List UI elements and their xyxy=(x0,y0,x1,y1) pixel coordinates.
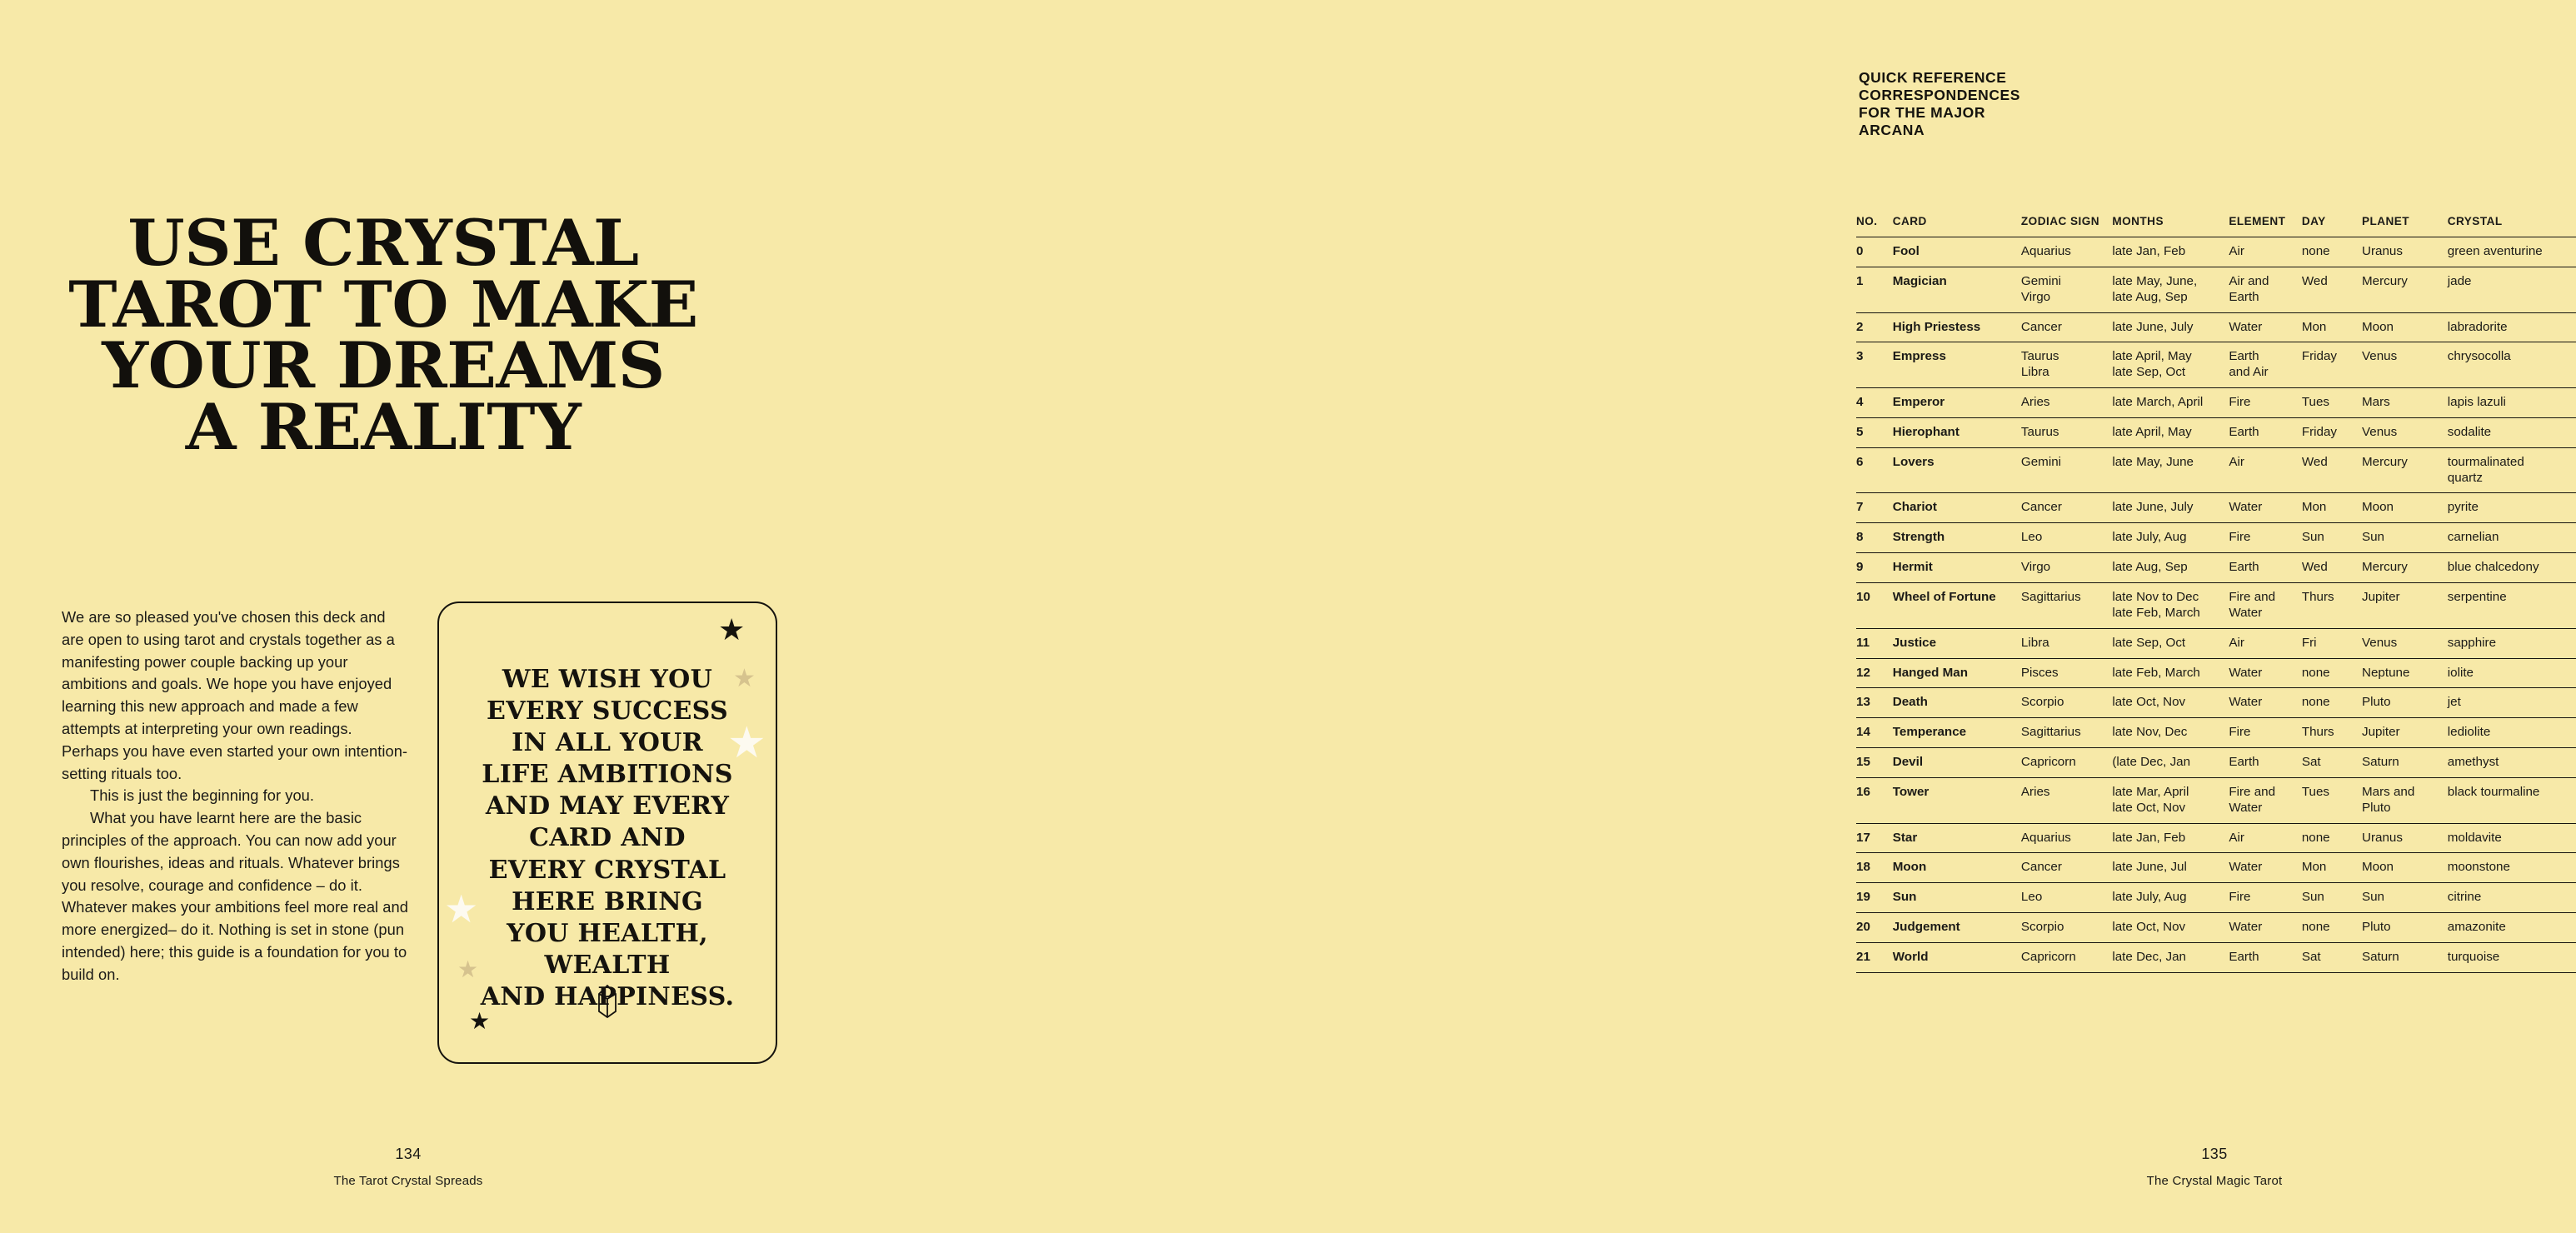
cell-element: Air xyxy=(2229,447,2301,493)
cell-no: 15 xyxy=(1856,748,1893,778)
cell-day: Friday xyxy=(2302,342,2362,388)
star-tan-lower-icon: ★ xyxy=(457,956,479,982)
cell-crystal: tourmalinated quartz xyxy=(2448,447,2576,493)
table-header-row xyxy=(1856,215,2576,237)
cell-months: late Aug, Sep xyxy=(2112,553,2229,583)
cell-day: Sat xyxy=(2302,942,2362,972)
cell-no: 0 xyxy=(1856,237,1893,267)
cell-no: 4 xyxy=(1856,388,1893,418)
cell-day: Mon xyxy=(2302,312,2362,342)
cell-planet: Sun xyxy=(2362,523,2448,553)
cell-zodiac: Gemini xyxy=(2021,447,2112,493)
wish-line: IN ALL YOUR xyxy=(512,728,703,758)
table-body xyxy=(1856,237,2576,973)
cell-day: Wed xyxy=(2302,447,2362,493)
cell-zodiac: Taurus Libra xyxy=(2021,342,2112,388)
cell-zodiac: Leo xyxy=(2021,523,2112,553)
cell-no: 17 xyxy=(1856,823,1893,853)
cell-card: World xyxy=(1893,942,2021,972)
table-row xyxy=(1856,658,2576,688)
column-header-zodiac: ZODIAC SIGN xyxy=(2021,215,2112,237)
right-page xyxy=(930,0,2543,1233)
cell-day: Fri xyxy=(2302,628,2362,658)
section-heading: QUICK REFERENCE CORRESPONDENCES FOR THE MAJOR ARCANA xyxy=(1859,69,2020,138)
cell-zodiac: Cancer xyxy=(2021,312,2112,342)
cell-zodiac: Aquarius xyxy=(2021,237,2112,267)
cell-day: none xyxy=(2302,658,2362,688)
page-title xyxy=(66,206,701,465)
cell-card: Sun xyxy=(1893,883,2021,913)
cell-card: Strength xyxy=(1893,523,2021,553)
cell-card: Star xyxy=(1893,823,2021,853)
cell-zodiac: Aquarius xyxy=(2021,823,2112,853)
cell-no: 6 xyxy=(1856,447,1893,493)
cell-planet: Saturn xyxy=(2362,748,2448,778)
cell-planet: Venus xyxy=(2362,628,2448,658)
cell-day: Wed xyxy=(2302,553,2362,583)
cell-crystal: moonstone xyxy=(2448,853,2576,883)
cell-card: Justice xyxy=(1893,628,2021,658)
headline-line-4: A REALITY xyxy=(185,390,582,465)
cell-day: none xyxy=(2302,913,2362,943)
cell-planet: Mercury xyxy=(2362,447,2448,493)
cell-element: Water xyxy=(2229,853,2301,883)
wish-line: HERE BRING xyxy=(512,886,703,916)
cell-zodiac: Scorpio xyxy=(2021,688,2112,718)
table-row xyxy=(1856,913,2576,943)
cell-months: late May, June xyxy=(2112,447,2229,493)
wish-line: WEALTH xyxy=(544,950,671,980)
cell-card: Emperor xyxy=(1893,388,2021,418)
cell-crystal: pyrite xyxy=(2448,493,2576,523)
cell-planet: Moon xyxy=(2362,312,2448,342)
table-row xyxy=(1856,237,2576,267)
cell-day: Thurs xyxy=(2302,718,2362,748)
cell-crystal: citrine xyxy=(2448,883,2576,913)
cell-crystal: jade xyxy=(2448,267,2576,312)
cell-no: 14 xyxy=(1856,718,1893,748)
cell-day: Sat xyxy=(2302,748,2362,778)
cell-months: late Jan, Feb xyxy=(2112,237,2229,267)
cell-crystal: serpentine xyxy=(2448,582,2576,628)
table-row xyxy=(1856,853,2576,883)
cell-no: 19 xyxy=(1856,883,1893,913)
cell-zodiac: Capricorn xyxy=(2021,748,2112,778)
cell-zodiac: Cancer xyxy=(2021,853,2112,883)
column-header-months: MONTHS xyxy=(2112,215,2229,237)
cell-crystal: chrysocolla xyxy=(2448,342,2576,388)
cell-no: 12 xyxy=(1856,658,1893,688)
cell-planet: Jupiter xyxy=(2362,582,2448,628)
cell-element: Earth xyxy=(2229,417,2301,447)
cell-day: Tues xyxy=(2302,777,2362,823)
table-row xyxy=(1856,493,2576,523)
cell-no: 20 xyxy=(1856,913,1893,943)
table-row xyxy=(1856,417,2576,447)
cell-zodiac: Gemini Virgo xyxy=(2021,267,2112,312)
table-row xyxy=(1856,447,2576,493)
cell-zodiac: Virgo xyxy=(2021,553,2112,583)
cell-card: Magician xyxy=(1893,267,2021,312)
cell-element: Fire xyxy=(2229,388,2301,418)
body-paragraph: This is just the beginning for you. xyxy=(90,786,315,805)
body-paragraph: What you have learnt here are the basic principles of the approach. You can now add your own flourishes, ideas and rituals. Whatever brings you resolve, courage and confidence – do it. Whatever makes your ambitions feel more real and more energized– do it. Nothing is set in stone (pun intended) here; this guide is a foundation for you to build on. xyxy=(62,809,408,983)
cell-months: late Oct, Nov xyxy=(2112,913,2229,943)
table-row xyxy=(1856,748,2576,778)
correspondence-table xyxy=(1856,215,2576,973)
cell-months: late June, Jul xyxy=(2112,853,2229,883)
cell-no: 5 xyxy=(1856,417,1893,447)
left-page xyxy=(0,0,930,1233)
cell-zodiac: Aries xyxy=(2021,388,2112,418)
page-number: 135 xyxy=(2201,1146,2228,1162)
cell-no: 9 xyxy=(1856,553,1893,583)
cell-element: Water xyxy=(2229,688,2301,718)
cell-planet: Pluto xyxy=(2362,688,2448,718)
cell-no: 1 xyxy=(1856,267,1893,312)
cell-day: Sun xyxy=(2302,523,2362,553)
cell-no: 16 xyxy=(1856,777,1893,823)
cell-card: Empress xyxy=(1893,342,2021,388)
wish-line: EVERY CRYSTAL xyxy=(488,855,726,885)
cell-crystal: labradorite xyxy=(2448,312,2576,342)
cell-day: Mon xyxy=(2302,493,2362,523)
cell-no: 2 xyxy=(1856,312,1893,342)
cell-card: Hierophant xyxy=(1893,417,2021,447)
star-dark-top-icon: ★ xyxy=(718,612,746,646)
table-row xyxy=(1856,388,2576,418)
cell-months: late Feb, March xyxy=(2112,658,2229,688)
cell-no: 21 xyxy=(1856,942,1893,972)
table-row xyxy=(1856,688,2576,718)
cell-crystal: sapphire xyxy=(2448,628,2576,658)
column-header-crystal: CRYSTAL xyxy=(2448,215,2576,237)
cell-months: late Mar, April late Oct, Nov xyxy=(2112,777,2229,823)
cell-card: High Priestess xyxy=(1893,312,2021,342)
body-text xyxy=(62,607,410,986)
table-row xyxy=(1856,312,2576,342)
cell-card: Hermit xyxy=(1893,553,2021,583)
cell-card: Lovers xyxy=(1893,447,2021,493)
cell-zodiac: Aries xyxy=(2021,777,2112,823)
table-row xyxy=(1856,777,2576,823)
cell-months: late March, April xyxy=(2112,388,2229,418)
cell-crystal: black tourmaline xyxy=(2448,777,2576,823)
table-row xyxy=(1856,628,2576,658)
cell-months: late April, May late Sep, Oct xyxy=(2112,342,2229,388)
cell-planet: Mars and Pluto xyxy=(2362,777,2448,823)
cell-months: late June, July xyxy=(2112,312,2229,342)
star-white-left-icon: ★ xyxy=(444,887,479,931)
wish-line: CARD AND xyxy=(529,823,686,853)
table-row xyxy=(1856,883,2576,913)
cell-zodiac: Leo xyxy=(2021,883,2112,913)
column-header-planet: PLANET xyxy=(2362,215,2448,237)
cell-crystal: amethyst xyxy=(2448,748,2576,778)
column-header-element: ELEMENT xyxy=(2229,215,2301,237)
cell-crystal: green aventurine xyxy=(2448,237,2576,267)
cell-crystal: carnelian xyxy=(2448,523,2576,553)
wish-line: YOU HEALTH, xyxy=(507,918,708,948)
cell-months: late April, May xyxy=(2112,417,2229,447)
headline-line-2: TAROT TO MAKE xyxy=(68,267,698,342)
cell-card: Devil xyxy=(1893,748,2021,778)
folio-left xyxy=(317,1146,500,1188)
cell-zodiac: Sagittarius xyxy=(2021,718,2112,748)
cell-element: Fire and Water xyxy=(2229,582,2301,628)
cell-crystal: blue chalcedony xyxy=(2448,553,2576,583)
cell-planet: Moon xyxy=(2362,493,2448,523)
table-row xyxy=(1856,942,2576,972)
cell-element: Water xyxy=(2229,312,2301,342)
cell-card: Fool xyxy=(1893,237,2021,267)
cell-zodiac: Cancer xyxy=(2021,493,2112,523)
table-row xyxy=(1856,718,2576,748)
headline-line-1: USE CRYSTAL xyxy=(127,206,639,280)
cell-months: late Jan, Feb xyxy=(2112,823,2229,853)
cell-crystal: sodalite xyxy=(2448,417,2576,447)
table-row xyxy=(1856,582,2576,628)
cell-element: Earth and Air xyxy=(2229,342,2301,388)
cell-planet: Neptune xyxy=(2362,658,2448,688)
cell-no: 18 xyxy=(1856,853,1893,883)
star-dark-bottom-icon: ★ xyxy=(469,1008,491,1034)
cell-element: Air xyxy=(2229,628,2301,658)
cell-planet: Pluto xyxy=(2362,913,2448,943)
cell-zodiac: Pisces xyxy=(2021,658,2112,688)
cell-planet: Sun xyxy=(2362,883,2448,913)
cell-planet: Jupiter xyxy=(2362,718,2448,748)
cell-zodiac: Scorpio xyxy=(2021,913,2112,943)
cell-zodiac: Taurus xyxy=(2021,417,2112,447)
table-row xyxy=(1856,267,2576,312)
cell-element: Fire xyxy=(2229,883,2301,913)
cell-element: Water xyxy=(2229,493,2301,523)
cell-day: Wed xyxy=(2302,267,2362,312)
cell-no: 10 xyxy=(1856,582,1893,628)
cell-planet: Mercury xyxy=(2362,267,2448,312)
cell-months: late Sep, Oct xyxy=(2112,628,2229,658)
wish-card xyxy=(437,602,777,1064)
cell-no: 13 xyxy=(1856,688,1893,718)
cell-planet: Mars xyxy=(2362,388,2448,418)
cell-crystal: moldavite xyxy=(2448,823,2576,853)
cell-element: Water xyxy=(2229,913,2301,943)
cell-day: Mon xyxy=(2302,853,2362,883)
body-paragraph: We are so pleased you've chosen this deck and are open to using tarot and crystals together as a manifesting power couple backing up your ambitions and goals. We hope you have enjoyed learning this new approach and made a few attempts at interpreting your own readings. Perhaps you have even started your own intention-setting rituals too. xyxy=(62,608,408,782)
cell-day: none xyxy=(2302,688,2362,718)
cell-crystal: lediolite xyxy=(2448,718,2576,748)
cell-element: Fire and Water xyxy=(2229,777,2301,823)
cell-no: 3 xyxy=(1856,342,1893,388)
folio-right xyxy=(2123,1146,2306,1188)
cell-day: Tues xyxy=(2302,388,2362,418)
cell-crystal: jet xyxy=(2448,688,2576,718)
wish-line: EVERY SUCCESS xyxy=(487,696,728,726)
cell-planet: Venus xyxy=(2362,417,2448,447)
cell-months: late May, June, late Aug, Sep xyxy=(2112,267,2229,312)
running-foot: The Tarot Crystal Spreads xyxy=(333,1174,483,1188)
cell-crystal: iolite xyxy=(2448,658,2576,688)
wish-card-text xyxy=(439,664,776,1013)
cell-element: Fire xyxy=(2229,523,2301,553)
cell-card: Judgement xyxy=(1893,913,2021,943)
running-foot: The Crystal Magic Tarot xyxy=(2146,1174,2283,1188)
correspondence-table-wrapper xyxy=(1856,215,2576,973)
star-tan-upper-icon: ★ xyxy=(733,665,756,692)
cell-element: Air and Earth xyxy=(2229,267,2301,312)
cell-element: Fire xyxy=(2229,718,2301,748)
cell-zodiac: Libra xyxy=(2021,628,2112,658)
cell-card: Moon xyxy=(1893,853,2021,883)
cell-day: Friday xyxy=(2302,417,2362,447)
cell-crystal: amazonite xyxy=(2448,913,2576,943)
wish-line: AND HAPPINESS. xyxy=(480,981,735,1011)
cell-months: late July, Aug xyxy=(2112,883,2229,913)
cell-planet: Saturn xyxy=(2362,942,2448,972)
cell-day: Sun xyxy=(2302,883,2362,913)
cell-crystal: turquoise xyxy=(2448,942,2576,972)
cell-months: late Nov, Dec xyxy=(2112,718,2229,748)
cell-months: (late Dec, Jan xyxy=(2112,748,2229,778)
cell-months: late Oct, Nov xyxy=(2112,688,2229,718)
headline-line-3: YOUR DREAMS xyxy=(102,328,665,403)
cell-no: 11 xyxy=(1856,628,1893,658)
cell-element: Air xyxy=(2229,823,2301,853)
column-header-card: CARD xyxy=(1893,215,2021,237)
table-row xyxy=(1856,523,2576,553)
cell-card: Tower xyxy=(1893,777,2021,823)
crystal-icon xyxy=(594,983,621,1024)
wish-line: AND MAY EVERY xyxy=(485,791,730,821)
page-number: 134 xyxy=(395,1146,422,1162)
cell-day: Thurs xyxy=(2302,582,2362,628)
wish-line: LIFE AMBITIONS xyxy=(482,760,733,790)
cell-no: 7 xyxy=(1856,493,1893,523)
cell-planet: Venus xyxy=(2362,342,2448,388)
column-header-day: DAY xyxy=(2302,215,2362,237)
cell-card: Wheel of Fortune xyxy=(1893,582,2021,628)
cell-card: Chariot xyxy=(1893,493,2021,523)
cell-day: none xyxy=(2302,237,2362,267)
cell-months: late July, Aug xyxy=(2112,523,2229,553)
cell-planet: Mercury xyxy=(2362,553,2448,583)
table-row xyxy=(1856,823,2576,853)
cell-planet: Uranus xyxy=(2362,237,2448,267)
table-row xyxy=(1856,342,2576,388)
cell-months: late Nov to Dec late Feb, March xyxy=(2112,582,2229,628)
cell-element: Earth xyxy=(2229,942,2301,972)
cell-zodiac: Sagittarius xyxy=(2021,582,2112,628)
cell-crystal: lapis lazuli xyxy=(2448,388,2576,418)
cell-card: Temperance xyxy=(1893,718,2021,748)
table-row xyxy=(1856,553,2576,583)
cell-element: Water xyxy=(2229,658,2301,688)
cell-planet: Moon xyxy=(2362,853,2448,883)
wish-line: WE WISH YOU xyxy=(502,665,713,694)
column-header-no: NO. xyxy=(1856,215,1893,237)
cell-card: Death xyxy=(1893,688,2021,718)
cell-card: Hanged Man xyxy=(1893,658,2021,688)
cell-day: none xyxy=(2302,823,2362,853)
cell-element: Earth xyxy=(2229,553,2301,583)
cell-months: late June, July xyxy=(2112,493,2229,523)
star-white-large-icon: ★ xyxy=(727,719,766,767)
cell-planet: Uranus xyxy=(2362,823,2448,853)
cell-no: 8 xyxy=(1856,523,1893,553)
cell-element: Air xyxy=(2229,237,2301,267)
cell-zodiac: Capricorn xyxy=(2021,942,2112,972)
cell-element: Earth xyxy=(2229,748,2301,778)
cell-months: late Dec, Jan xyxy=(2112,942,2229,972)
